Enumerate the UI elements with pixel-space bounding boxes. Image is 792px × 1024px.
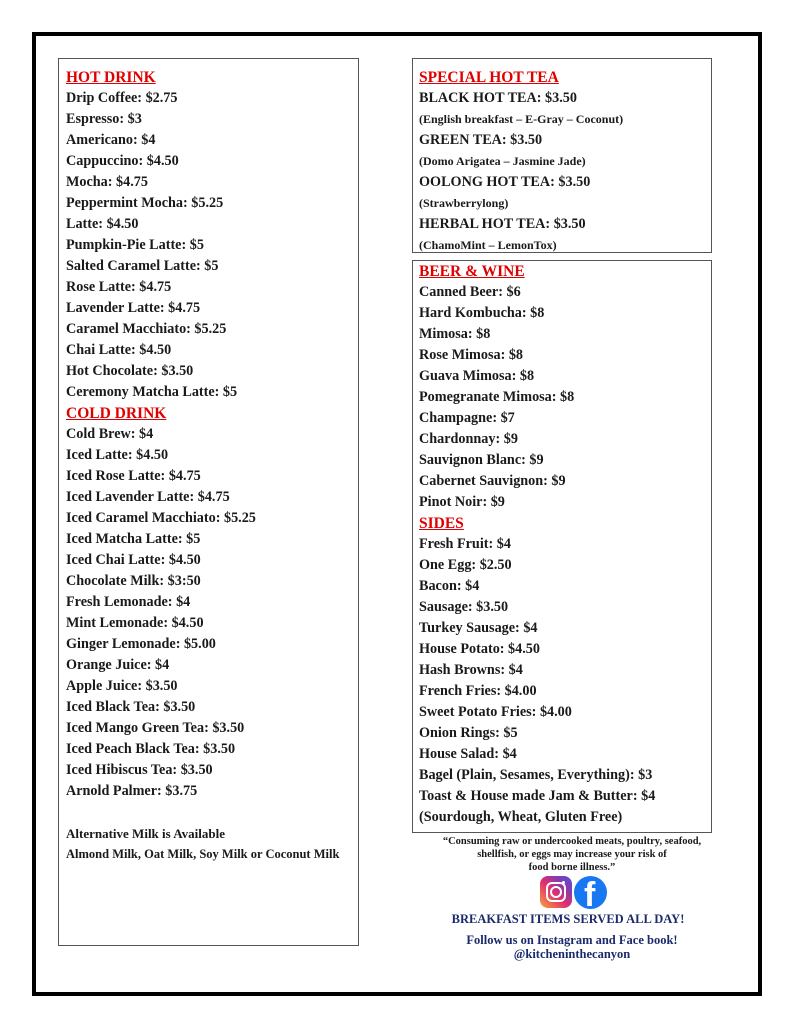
menu-item: Sweet Potato Fries: $4.00	[419, 704, 572, 720]
beer-wine-heading: BEER & WINE	[419, 263, 525, 280]
hot-drink-list	[66, 88, 358, 403]
tea-detail: (English breakfast – E-Gray – Coconut)	[419, 112, 624, 126]
drinks-menu-panel	[58, 58, 359, 946]
menu-item: Guava Mimosa: $8	[419, 368, 535, 384]
menu-item: Iced Hibiscus Tea: $3.50	[66, 762, 213, 778]
menu-item: Iced Black Tea: $3.50	[66, 699, 196, 715]
menu-item: Cappuccino: $4.50	[66, 153, 179, 169]
menu-item: Iced Lavender Latte: $4.75	[66, 489, 230, 505]
menu-item: Iced Peach Black Tea: $3.50	[66, 741, 236, 757]
tea-detail: (ChamoMint – LemonTox)	[419, 238, 557, 252]
menu-item: House Salad: $4	[419, 746, 517, 762]
menu-item: Canned Beer: $6	[419, 284, 521, 300]
menu-item: Arnold Palmer: $3.75	[66, 783, 198, 799]
menu-item: Chardonnay: $9	[419, 431, 518, 447]
tea-item: GREEN TEA: $3.50	[419, 132, 543, 148]
special-hot-tea-heading: SPECIAL HOT TEA	[419, 69, 559, 86]
sides-heading: SIDES	[419, 515, 464, 532]
special-hot-tea-panel	[412, 58, 712, 253]
sides-list	[419, 534, 711, 828]
menu-item: Orange Juice: $4	[66, 657, 170, 673]
social-handle: @kitcheninthecanyon	[513, 947, 631, 961]
menu-item: Espresso: $3	[66, 111, 142, 127]
instagram-dot	[562, 881, 565, 884]
menu-item: Iced Matcha Latte: $5	[66, 531, 201, 547]
menu-item: Mimosa: $8	[419, 326, 491, 342]
menu-item: One Egg: $2.50	[419, 557, 512, 573]
instagram-lens	[550, 886, 562, 898]
spacer	[66, 802, 358, 823]
menu-item: Fresh Lemonade: $4	[66, 594, 191, 610]
facebook-glyph: f	[584, 876, 596, 909]
menu-item: Rose Mimosa: $8	[419, 347, 524, 363]
menu-item: Peppermint Mocha: $5.25	[66, 195, 224, 211]
menu-item: (Sourdough, Wheat, Gluten Free)	[419, 809, 623, 825]
menu-item: Champagne: $7	[419, 410, 515, 426]
menu-item: Apple Juice: $3.50	[66, 678, 178, 694]
food-safety-disclaimer: “Consuming raw or undercooked meats, poultry, seafood, shellfish, or eggs may increase your risk of food borne illness.”	[442, 836, 702, 873]
menu-item: Salted Caramel Latte: $5	[66, 258, 219, 274]
menu-item: Ginger Lemonade: $5.00	[66, 636, 216, 652]
menu-item: Sausage: $3.50	[419, 599, 509, 615]
menu-item: Hot Chocolate: $3.50	[66, 363, 194, 379]
menu-item: Chocolate Milk: $3:50	[66, 573, 201, 589]
tea-item: HERBAL HOT TEA: $3.50	[419, 216, 586, 232]
tea-item: BLACK HOT TEA: $3.50	[419, 90, 577, 106]
hot-drink-heading: HOT DRINK	[66, 69, 156, 86]
menu-item: Hard Kombucha: $8	[419, 305, 545, 321]
menu-item: Pomegranate Mimosa: $8	[419, 389, 575, 405]
menu-item: Bagel (Plain, Sesames, Everything): $3	[419, 767, 653, 783]
menu-item: Rose Latte: $4.75	[66, 279, 172, 295]
beer-wine-list	[419, 282, 711, 513]
menu-item: Toast & House made Jam & Butter: $4	[419, 788, 656, 804]
menu-item: Sauvignon Blanc: $9	[419, 452, 544, 468]
menu-item: Iced Chai Latte: $4.50	[66, 552, 201, 568]
menu-item: Cabernet Sauvignon: $9	[419, 473, 566, 489]
menu-item: Pumpkin-Pie Latte: $5	[66, 237, 204, 253]
cold-drink-heading: COLD DRINK	[66, 405, 167, 422]
tea-item: OOLONG HOT TEA: $3.50	[419, 174, 591, 190]
menu-item: Iced Latte: $4.50	[66, 447, 169, 463]
menu-item: Mint Lemonade: $4.50	[66, 615, 204, 631]
served-all-day-banner: BREAKFAST ITEMS SERVED ALL DAY!	[451, 912, 685, 926]
menu-item: Iced Caramel Macchiato: $5.25	[66, 510, 256, 526]
menu-item: Iced Rose Latte: $4.75	[66, 468, 201, 484]
instagram-icon[interactable]	[540, 876, 572, 908]
menu-item: Ceremony Matcha Latte: $5	[66, 384, 238, 400]
menu-item: Cold Brew: $4	[66, 426, 154, 442]
menu-item: Fresh Fruit: $4	[419, 536, 511, 552]
menu-item: Lavender Latte: $4.75	[66, 300, 201, 316]
alt-milk-title: Alternative Milk is Available	[66, 826, 225, 841]
menu-item: Iced Mango Green Tea: $3.50	[66, 720, 245, 736]
beer-wine-sides-panel	[412, 260, 712, 833]
menu-item: Americano: $4	[66, 132, 156, 148]
menu-item: Hash Browns: $4	[419, 662, 523, 678]
cold-drink-list	[66, 424, 358, 802]
alt-milk-options: Almond Milk, Oat Milk, Soy Milk or Coconut Milk	[66, 847, 340, 861]
menu-item: Drip Coffee: $2.75	[66, 90, 178, 106]
menu-item: Pinot Noir: $9	[419, 494, 505, 510]
menu-item: French Fries: $4.00	[419, 683, 537, 699]
menu-item: Mocha: $4.75	[66, 174, 148, 190]
tea-detail: (Strawberrylong)	[419, 196, 509, 210]
menu-item: Latte: $4.50	[66, 216, 139, 232]
menu-item: Chai Latte: $4.50	[66, 342, 172, 358]
facebook-icon[interactable]	[574, 876, 607, 909]
menu-item: Bacon: $4	[419, 578, 480, 594]
tea-detail: (Domo Arigatea – Jasmine Jade)	[419, 154, 586, 168]
menu-item: Onion Rings: $5	[419, 725, 518, 741]
social-icons	[540, 876, 610, 910]
follow-us-block	[412, 933, 732, 961]
menu-item: Turkey Sausage: $4	[419, 620, 538, 636]
follow-us-text: Follow us on Instagram and Face book!	[466, 933, 678, 947]
menu-item: Caramel Macchiato: $5.25	[66, 321, 227, 337]
menu-item: House Potato: $4.50	[419, 641, 540, 657]
